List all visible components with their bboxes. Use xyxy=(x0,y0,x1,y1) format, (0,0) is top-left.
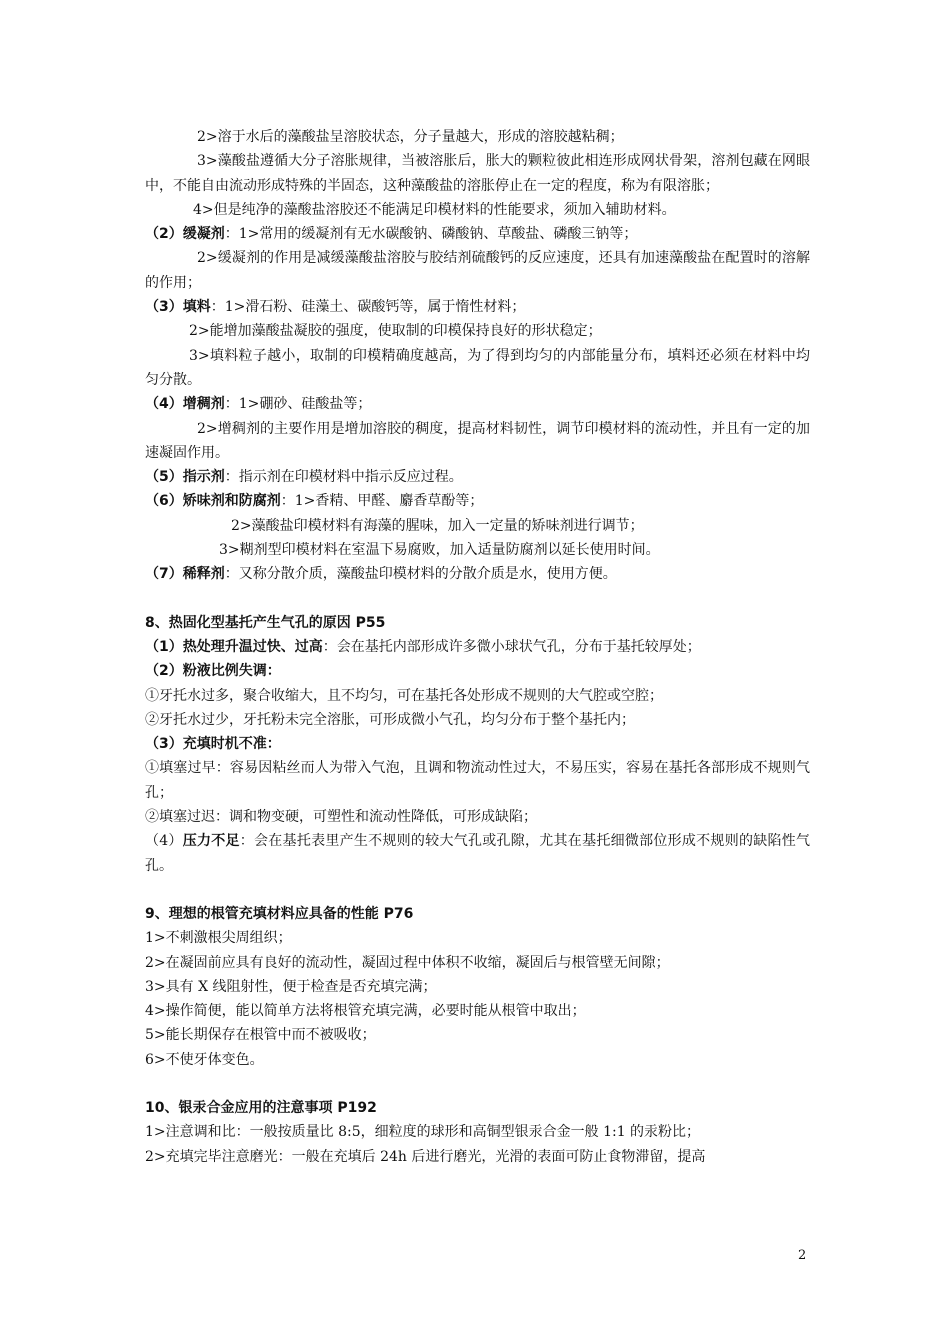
paragraph: 2>藻酸盐印模材料有海藻的腥味，加入一定量的矫味剂进行调节； xyxy=(231,517,644,534)
item-text: ：1>常用的缓凝剂有无水碳酸钠、磷酸钠、草酸盐、磷酸三钠等； xyxy=(224,226,638,243)
item-heading: （2）缓凝剂 xyxy=(145,226,225,243)
paragraph: 3>藻酸盐遵循大分子溶胀规律，当被溶胀后，胀大的颗粒彼此相连形成网状骨架，溶剂包藏在网眼中，不能自由流动形成特殊的半固态，这种藻酸盐的溶胀停止在一定的程度，称为有限溶胀； xyxy=(145,153,810,194)
section-title: 10、银汞合金应用的注意事项 P192 xyxy=(145,1099,377,1116)
page-number: 2 xyxy=(798,1248,807,1263)
paragraph: 3>糊剂型印模材料在室温下易腐败，加入适量防腐剂以延长使用时间。 xyxy=(219,542,660,559)
item-text: ：1>香精、甲醛、麝香草酚等； xyxy=(280,493,484,510)
list-item: 1>注意调和比：一般按质量比 8:5，细粒度的球形和高铜型银汞合金一般 1:1 的汞粉比； xyxy=(145,1124,701,1141)
item-text: ：1>硼砂、硅酸盐等； xyxy=(224,396,372,413)
item-heading: （7）稀释剂 xyxy=(145,566,225,583)
paragraph: ②填塞过迟：调和物变硬，可塑性和流动性降低，可形成缺陷； xyxy=(145,809,537,826)
item-heading: （3）充填时机不准： xyxy=(145,736,281,753)
item-text: ：又称分散介质，藻酸盐印模材料的分散介质是水，使用方便。 xyxy=(224,566,617,583)
item-text: ：指示剂在印模材料中指示反应过程。 xyxy=(224,469,463,486)
paragraph: 2>能增加藻酸盐凝胶的强度，使取制的印模保持良好的形状稳定； xyxy=(189,323,602,340)
item-heading: （1）热处理升温过快、过高 xyxy=(145,638,323,655)
item-heading: （2）粉液比例失调： xyxy=(145,663,281,680)
paragraph: ②牙托水过少，牙托粉未完全溶胀，可形成微小气孔，均匀分布于整个基托内； xyxy=(145,711,635,728)
spacer xyxy=(145,587,810,611)
list-item xyxy=(145,489,810,513)
section-title: 9、理想的根管充填材料应具备的性能 P76 xyxy=(145,905,414,922)
paragraph: 2>溶于水后的藻酸盐呈溶胶状态，分子量越大，形成的溶胶越粘稠； xyxy=(197,129,624,145)
list-item xyxy=(145,562,810,586)
list-item: 2>在凝固前应具有良好的流动性，凝固过程中体积不收缩，凝固后与根管壁无间隙； xyxy=(145,954,670,971)
list-item: 2>充填完毕注意磨光：一般在充填后 24h 后进行磨光，光滑的表面可防止食物滞留，提高 xyxy=(145,1148,706,1165)
paragraph: 4>但是纯净的藻酸盐溶胶还不能满足印模材料的性能要求，须加入辅助材料。 xyxy=(193,201,676,218)
paragraph: 3>填料粒子越小，取制的印模精确度越高，为了得到均匀的内部能量分布，填料还必须在材料中均匀分散。 xyxy=(145,347,810,388)
item-text: ：会在基托表里产生不规则的较大气孔或孔隙，尤其在基托细微部位形成不规则的缺陷性气孔。 xyxy=(145,833,811,874)
spacer xyxy=(145,878,810,902)
item-heading: （4）增稠剂 xyxy=(145,396,225,413)
list-item xyxy=(145,222,810,246)
list-item: 3>具有 X 线阻射性，便于检查是否充填完满； xyxy=(145,978,437,995)
paragraph: ①填塞过早：容易因粘丝而人为带入气泡，且调和物流动性过大，不易压实，容易在基托各部形成不规则气孔； xyxy=(145,760,810,801)
list-item xyxy=(145,295,810,319)
list-item xyxy=(145,829,810,878)
list-item xyxy=(145,635,810,659)
document-body xyxy=(145,125,810,1169)
item-heading: （3）填料 xyxy=(145,299,211,316)
item-number: （4） xyxy=(145,833,183,850)
list-item xyxy=(145,465,810,489)
list-item: 5>能长期保存在根管中而不被吸收； xyxy=(145,1027,376,1044)
item-heading: （5）指示剂 xyxy=(145,469,225,486)
list-item: 6>不使牙体变色。 xyxy=(145,1051,264,1068)
list-item: 1>不刺激根尖周组织； xyxy=(145,930,292,947)
spacer xyxy=(145,1072,810,1096)
item-heading: 压力不足 xyxy=(182,833,240,850)
paragraph: 2>缓凝剂的作用是减缓藻酸盐溶胶与胶结剂硫酸钙的反应速度，还具有加速藻酸盐在配置时的溶解的作用； xyxy=(145,250,810,291)
list-item: 4>操作简便，能以简单方法将根管充填完满，必要时能从根管中取出； xyxy=(145,1003,586,1020)
paragraph: ①牙托水过多，聚合收缩大，且不均匀，可在基托各处形成不规则的大气腔或空腔； xyxy=(145,687,663,704)
item-heading: （6）矫味剂和防腐剂 xyxy=(145,493,281,510)
item-text: ：1>滑石粉、硅藻土、碳酸钙等，属于惰性材料； xyxy=(210,299,526,316)
paragraph: 2>增稠剂的主要作用是增加溶胶的稠度，提高材料韧性，调节印模材料的流动性，并且有一定的加速凝固作用。 xyxy=(145,420,810,461)
item-text: ：会在基托内部形成许多微小球状气孔，分布于基托较厚处； xyxy=(322,638,701,655)
list-item xyxy=(145,392,810,416)
section-title: 8、热固化型基托产生气孔的原因 P55 xyxy=(145,614,386,631)
